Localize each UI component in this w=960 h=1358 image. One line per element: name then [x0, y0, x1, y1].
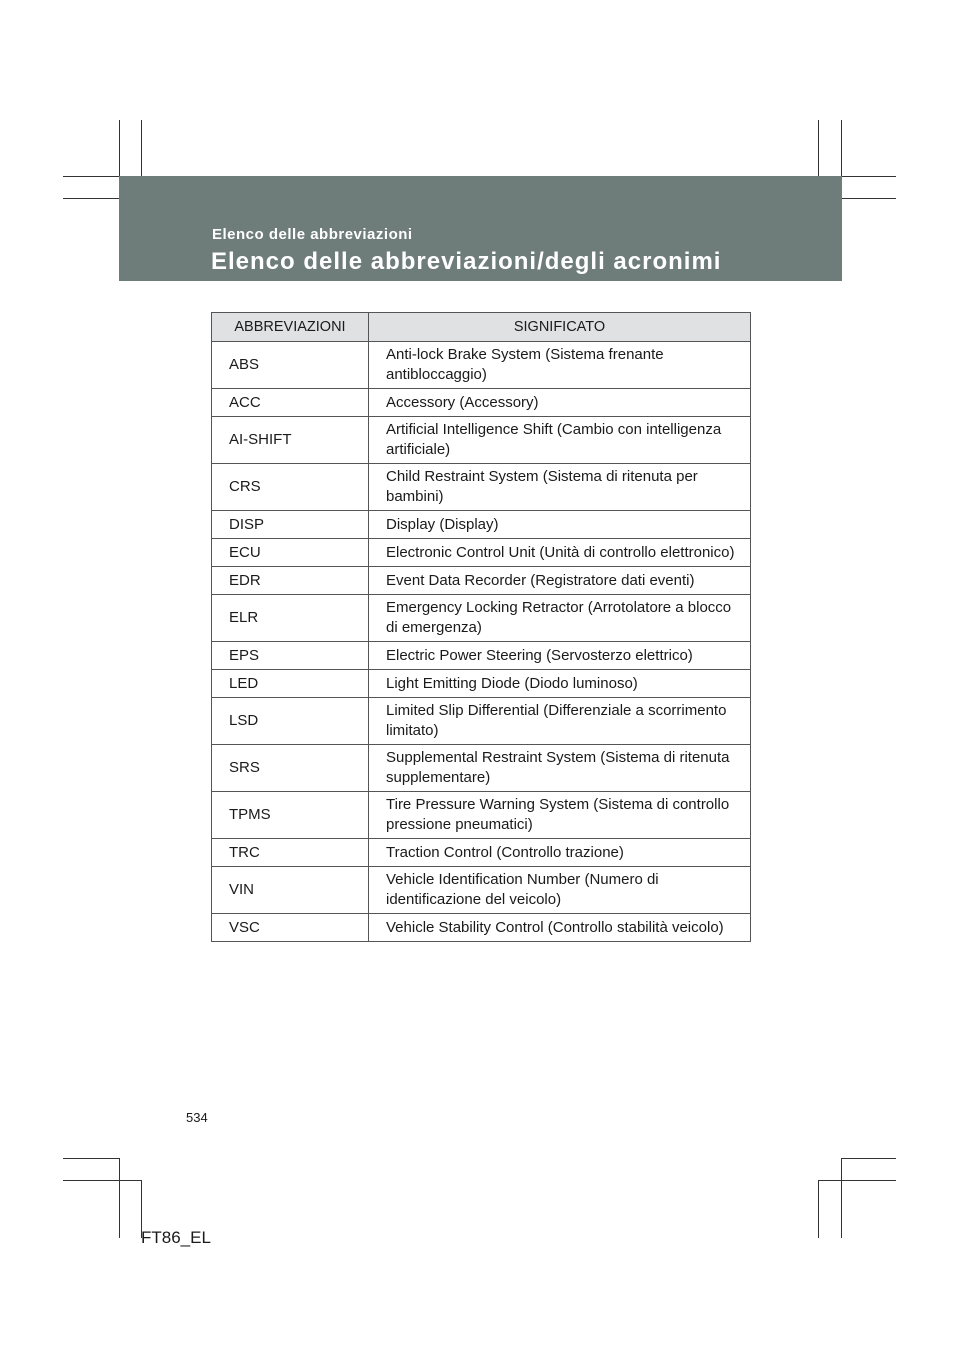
meaning-cell: Tire Pressure Warning System (Sistema di controllo pressione pneumatici)	[369, 792, 751, 839]
column-header-meaning: SIGNIFICATO	[369, 313, 751, 342]
table-row	[212, 670, 751, 698]
table-row	[212, 698, 751, 745]
abbreviation-cell: ACC	[212, 389, 369, 417]
crop-mark	[119, 120, 120, 182]
abbreviation-cell: EPS	[212, 642, 369, 670]
page-title: Elenco delle abbreviazioni/degli acronimi	[211, 248, 722, 275]
crop-mark	[818, 120, 819, 182]
meaning-cell: Display (Display)	[369, 511, 751, 539]
meaning-cell: Electric Power Steering (Servosterzo elettrico)	[369, 642, 751, 670]
table-row	[212, 839, 751, 867]
abbreviation-cell: EDR	[212, 567, 369, 595]
page-number: 534	[186, 1110, 208, 1125]
section-label: Elenco delle abbreviazioni	[212, 226, 413, 243]
column-header-abbreviation: ABBREVIAZIONI	[212, 313, 369, 342]
crop-mark	[841, 1158, 842, 1238]
crop-mark	[841, 120, 842, 182]
meaning-cell: Vehicle Stability Control (Controllo stabilità veicolo)	[369, 914, 751, 942]
table-row	[212, 595, 751, 642]
meaning-cell: Traction Control (Controllo trazione)	[369, 839, 751, 867]
abbreviation-cell: TPMS	[212, 792, 369, 839]
crop-mark	[818, 1180, 896, 1181]
abbreviation-cell: AI-SHIFT	[212, 417, 369, 464]
abbreviation-cell: CRS	[212, 464, 369, 511]
crop-mark	[119, 1158, 120, 1238]
abbreviation-cell: ECU	[212, 539, 369, 567]
meaning-cell: Emergency Locking Retractor (Arrotolatore a blocco di emergenza)	[369, 595, 751, 642]
table-header-row	[212, 313, 751, 342]
table-row	[212, 792, 751, 839]
meaning-cell: Anti-lock Brake System (Sistema frenante antibloccaggio)	[369, 342, 751, 389]
abbreviation-cell: VSC	[212, 914, 369, 942]
abbreviation-cell: LED	[212, 670, 369, 698]
abbreviation-cell: ELR	[212, 595, 369, 642]
meaning-cell: Vehicle Identification Number (Numero di identificazione del veicolo)	[369, 867, 751, 914]
meaning-cell: Limited Slip Differential (Differenziale a scorrimento limitato)	[369, 698, 751, 745]
crop-mark	[63, 1158, 120, 1159]
meaning-cell: Light Emitting Diode (Diodo luminoso)	[369, 670, 751, 698]
meaning-cell: Artificial Intelligence Shift (Cambio con intelligenza artificiale)	[369, 417, 751, 464]
abbreviation-cell: VIN	[212, 867, 369, 914]
table-row	[212, 642, 751, 670]
crop-mark	[836, 176, 896, 177]
table-row	[212, 567, 751, 595]
abbreviation-cell: ABS	[212, 342, 369, 389]
crop-mark	[141, 120, 142, 182]
table-row	[212, 914, 751, 942]
table-row	[212, 745, 751, 792]
abbreviations-table	[211, 312, 751, 942]
meaning-cell: Child Restraint System (Sistema di ritenuta per bambini)	[369, 464, 751, 511]
table-row	[212, 417, 751, 464]
abbreviation-cell: TRC	[212, 839, 369, 867]
crop-mark	[841, 1158, 896, 1159]
document-code: FT86_EL	[141, 1228, 211, 1247]
table-row	[212, 342, 751, 389]
abbreviation-cell: SRS	[212, 745, 369, 792]
meaning-cell: Electronic Control Unit (Unità di controllo elettronico)	[369, 539, 751, 567]
table-row	[212, 511, 751, 539]
crop-mark	[63, 198, 125, 199]
crop-mark	[63, 176, 125, 177]
table-row	[212, 867, 751, 914]
table-row	[212, 539, 751, 567]
meaning-cell: Event Data Recorder (Registratore dati eventi)	[369, 567, 751, 595]
meaning-cell: Supplemental Restraint System (Sistema di ritenuta supplementare)	[369, 745, 751, 792]
crop-mark	[63, 1180, 142, 1181]
meaning-cell: Accessory (Accessory)	[369, 389, 751, 417]
crop-mark	[818, 1180, 819, 1238]
table-row	[212, 464, 751, 511]
crop-mark	[836, 198, 896, 199]
abbreviation-cell: DISP	[212, 511, 369, 539]
abbreviation-cell: LSD	[212, 698, 369, 745]
table-row	[212, 389, 751, 417]
